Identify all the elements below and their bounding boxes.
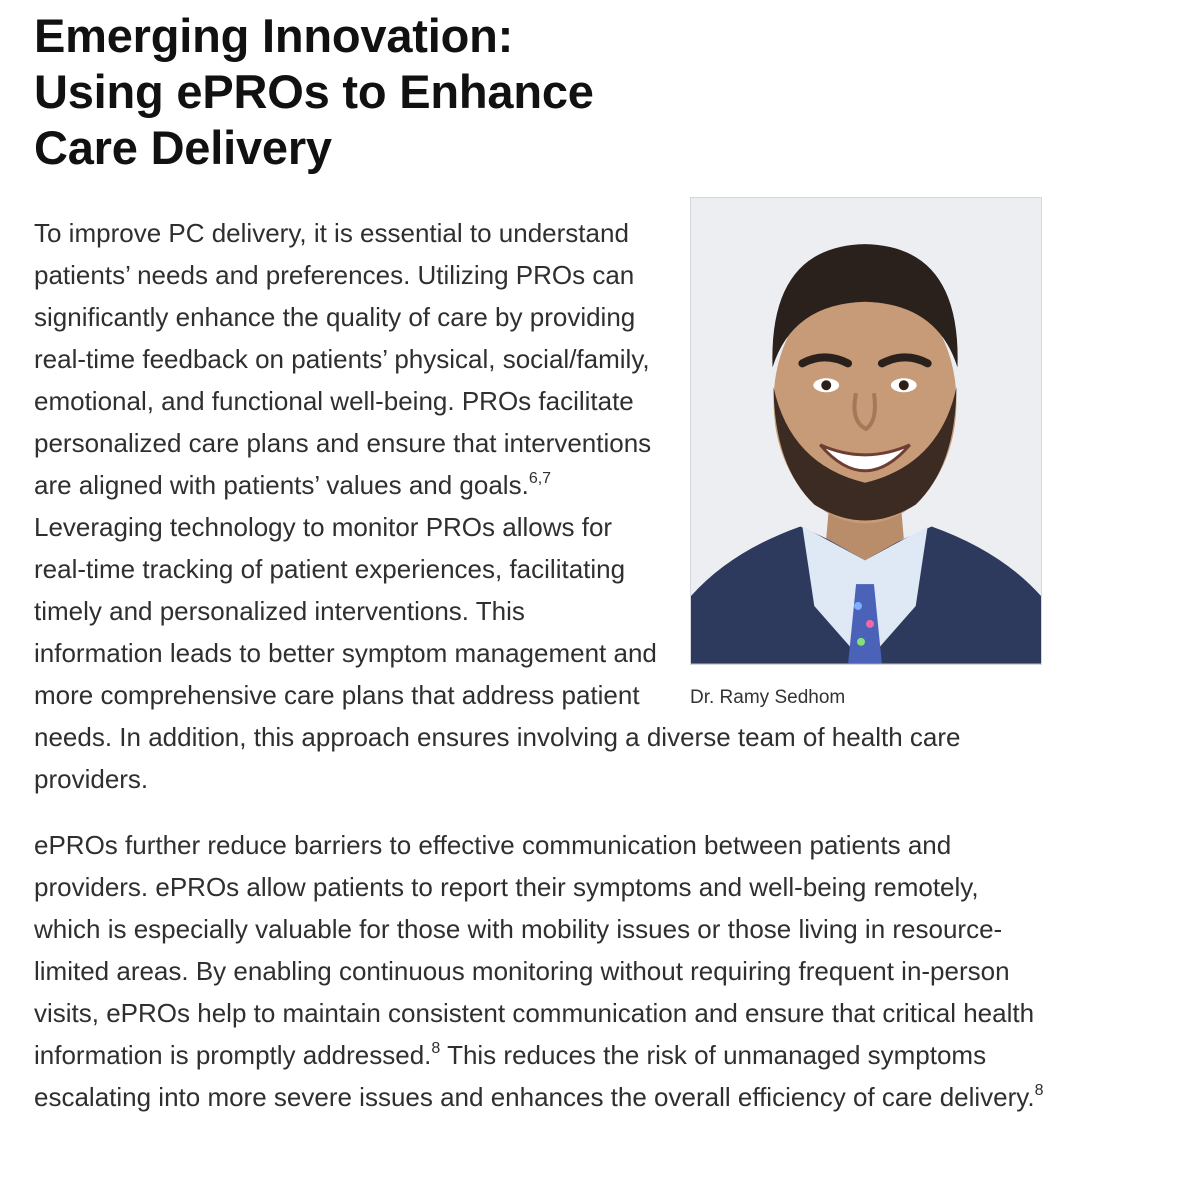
reference-8-second: 8 [1034,1082,1044,1099]
author-figure [690,197,1042,711]
reference-8-first: 8 [431,1040,441,1057]
paragraph-2-text-a: ePROs further reduce barriers to effective communication between patients and providers. ePROs allow patients to report their symptoms and well-being remotely, which is especially valuable for those with mobility issues or those living in resource-limited areas. By enabling continuous monitoring without requiring frequent in-person visits, ePROs help to maintain consistent communication and ensure that critical health information is promptly addressed. [34,830,1035,1070]
right-pupil [899,380,909,390]
reference-6-7: 6,7 [528,470,552,487]
tie-pattern-dot [854,602,862,610]
paragraph-1-text-b: Leveraging technology to monitor PROs allows for real-time tracking of patient experiences, facilitating timely and personalized interventions. This information leads to better symptom management and more comprehensive care plans that address patient needs. In addition, this approach ensures involving a diverse team of health care providers. [34,512,961,794]
article-title [34,8,634,176]
tie-pattern-dot [857,638,865,646]
paragraph-1-text-a: To improve PC delivery, it is essential to understand patients’ needs and preferences. Utilizing PROs can significantly enhance the quality of care by providing real-time feedback on patients’ physical, social/family, emotional, and functional well-being. PROs facilitate personalized care plans and ensure that interventions are aligned with patients’ values and goals. [34,218,652,500]
tie-pattern-dot [866,620,874,628]
title-line-3: Care Delivery [34,121,332,174]
photo-caption: Dr. Ramy Sedhom [690,687,846,708]
left-pupil [821,380,831,390]
title-line-2: Using ePROs to Enhance [34,65,594,118]
article [34,8,1044,1118]
author-portrait-image [691,198,1041,664]
author-photo [690,197,1042,665]
paragraph-2-text-b: This reduces the risk of unmanaged symptoms escalating into more severe issues and enhances the overall efficiency of care delivery. [34,1040,1035,1112]
paragraph-2 [34,824,1044,1118]
title-line-1: Emerging Innovation: [34,9,514,62]
